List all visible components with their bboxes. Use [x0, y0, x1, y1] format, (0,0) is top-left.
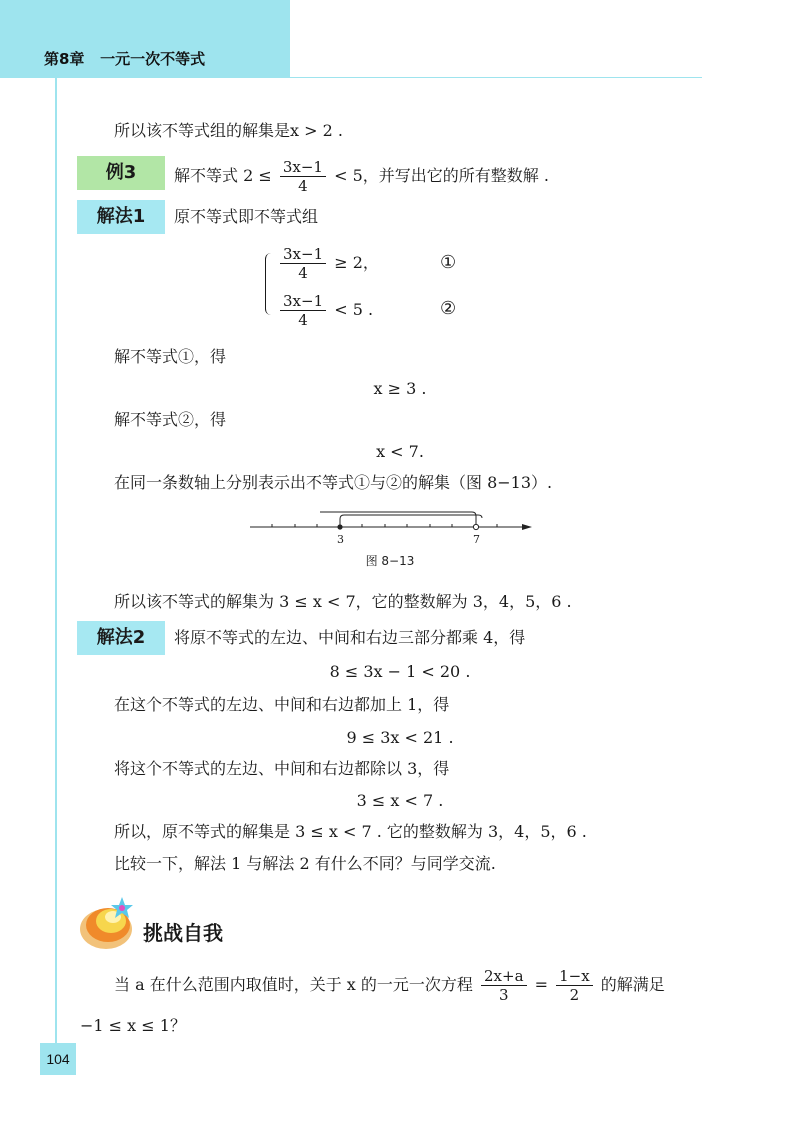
system-brace	[265, 253, 276, 315]
sys1-relation: ≥ 2，	[334, 253, 379, 272]
chapter-number: 第8章	[44, 50, 85, 68]
fraction-denominator: 2	[569, 986, 580, 1004]
challenge-pre: 当 a 在什么范围内取值时，关于 x 的一元一次方程	[114, 975, 473, 994]
equation-add: 9 ≤ 3x < 21 .	[346, 728, 454, 747]
method2-intro: 将原不等式的左边、中间和右边三部分都乘 4，得	[174, 628, 526, 647]
previous-conclusion: 所以该不等式组的解集是x > 2 .	[114, 121, 343, 140]
step-add: 在这个不等式的左边、中间和右边都加上 1，得	[114, 695, 450, 714]
page-number-box	[40, 1043, 76, 1075]
system-inequality-2	[277, 292, 373, 329]
sys2-fraction	[280, 292, 326, 329]
result-1: x ≥ 3 .	[373, 379, 427, 398]
challenge-fraction-1	[481, 967, 527, 1004]
step-divide: 将这个不等式的左边、中间和右边都除以 3，得	[114, 759, 450, 778]
conclusion-method2: 所以，原不等式的解集是 3 ≤ x < 7 . 它的整数解为 3，4，5，6 .	[114, 822, 587, 841]
system-inequality-1	[277, 245, 379, 282]
chapter-title: 一元一次不等式	[100, 50, 206, 68]
figure-caption: 图 8−13	[365, 554, 415, 568]
fraction-numerator: 3x−1	[280, 292, 326, 311]
closed-point-3	[337, 524, 342, 529]
challenge-post: 的解满足	[600, 975, 665, 994]
fraction-denominator: 3	[499, 986, 509, 1004]
fraction-numerator: 3x−1	[280, 158, 326, 177]
challenge-question	[114, 963, 665, 1007]
solve-inequality-1: 解不等式①，得	[114, 347, 227, 366]
challenge-fraction-2	[556, 967, 593, 1004]
axis-arrow-icon	[522, 524, 532, 530]
method1-tag: 解法1	[77, 200, 165, 234]
fraction-numerator: 2x+a	[481, 967, 527, 986]
challenge-title: 挑战自我	[143, 921, 223, 945]
conclusion-method1: 所以该不等式的解集为 3 ≤ x < 7，它的整数解为 3，4，5，6 .	[114, 592, 572, 611]
number-line-figure	[250, 505, 540, 547]
solution-bracket-ge3	[340, 515, 482, 527]
number-line-description: 在同一条数轴上分别表示出不等式①与②的解集（图 8−13）.	[114, 473, 553, 492]
sys2-relation: < 5 .	[334, 300, 374, 319]
tick-label-3: 3	[337, 533, 344, 546]
fraction-denominator: 4	[298, 177, 308, 195]
tick-label-7: 7	[473, 533, 480, 546]
sys1-fraction	[280, 245, 326, 282]
result-2: x < 7.	[376, 442, 424, 461]
sys1-label: ①	[440, 252, 457, 273]
method2-tag: 解法2	[77, 621, 165, 655]
challenge-equals: =	[534, 975, 549, 994]
fraction-denominator: 4	[298, 311, 308, 329]
fraction-numerator: 3x−1	[280, 245, 326, 264]
method1-intro: 原不等式即不等式组	[174, 207, 319, 226]
solve-inequality-2: 解不等式②，得	[114, 410, 227, 429]
chapter-header	[44, 48, 205, 69]
compare-prompt: 比较一下，解法 1 与解法 2 有什么不同？与同学交流.	[114, 854, 496, 873]
fraction-denominator: 4	[298, 264, 308, 282]
page-number: 104	[46, 1051, 70, 1067]
fraction-numerator: 1−x	[556, 967, 593, 986]
challenge-condition: −1 ≤ x ≤ 1？	[80, 1016, 186, 1035]
example-fraction	[280, 158, 326, 195]
header-rule	[290, 77, 702, 78]
open-point-7	[473, 524, 478, 529]
example-statement	[174, 158, 549, 195]
example-pre: 解不等式 2 ≤	[174, 166, 272, 185]
example-post: < 5，并写出它的所有整数解 .	[334, 166, 549, 185]
equation-multiply: 8 ≤ 3x − 1 < 20 .	[329, 662, 471, 681]
sys2-label: ②	[440, 298, 457, 319]
equation-divide: 3 ≤ x < 7 .	[356, 791, 444, 810]
challenge-icon	[78, 893, 142, 955]
example-tag: 例3	[77, 156, 165, 190]
